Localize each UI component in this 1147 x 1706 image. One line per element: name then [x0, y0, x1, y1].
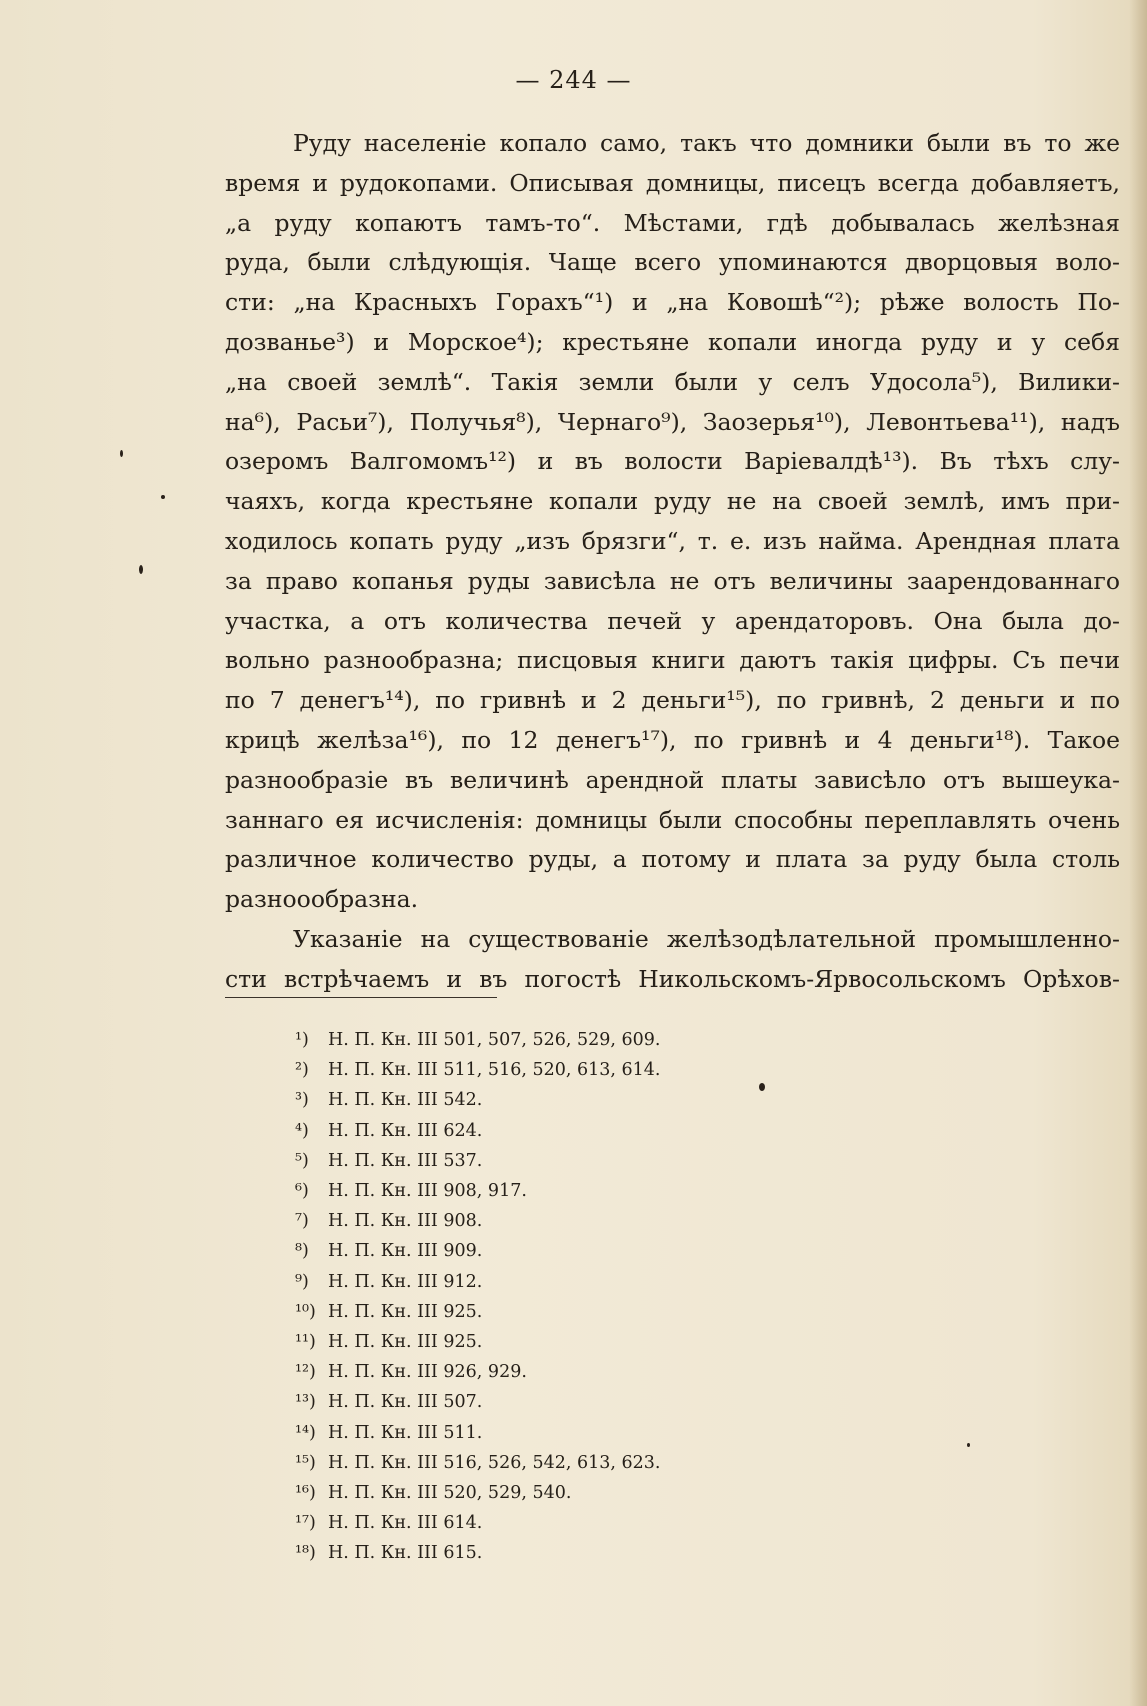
text-line: руда, были слѣдующія. Чаще всего упоминаются дворцовыя воло-: [225, 248, 1120, 277]
footnote-divider: [225, 997, 497, 998]
footnote-text: Н. П. Кн. III 520, 529, 540.: [328, 1483, 572, 1504]
scan-speck: [139, 565, 143, 574]
footnote: [295, 1085, 895, 1115]
scan-speck: [161, 495, 165, 499]
footnote-mark: ¹²): [295, 1362, 316, 1383]
text-line: сти встрѣчаемъ и въ погостѣ Никольскомъ-Ярвосольскомъ Орѣхов-: [225, 964, 1120, 993]
text-line: Руду населеніе копало само, такъ что домники были въ то же: [293, 129, 1120, 157]
main-text: [225, 124, 1120, 1000]
text-line: вольно разнообразна; писцовыя книги даютъ такія цифры. Съ печи: [225, 646, 1120, 675]
footnote-mark: ¹): [295, 1030, 309, 1050]
text-line: на⁶), Расьи⁷), Получья⁸), Чернаго⁹), Заозерья¹⁰), Левонтьева¹¹), надъ: [225, 407, 1120, 436]
footnote-mark: ¹⁴): [295, 1422, 316, 1443]
footnote-mark: ¹⁷): [295, 1513, 316, 1534]
footnote-text: Н. П. Кн. III 537.: [328, 1150, 483, 1171]
text-line: сти: „на Красныхъ Горахъ“¹) и „на Ковошѣ“²); рѣже волость По-: [225, 288, 1120, 317]
text-line: „на своей землѣ“. Такія земли были у селъ Удосола⁵), Вилики-: [225, 367, 1120, 396]
footnote-mark: ¹⁰): [295, 1301, 316, 1322]
footnote-mark: ¹³): [295, 1392, 316, 1413]
text-line: озеромъ Валгомомъ¹²) и въ волости Варіевалдѣ¹³). Въ тѣхъ слу-: [225, 447, 1120, 476]
footnote: [295, 1327, 895, 1357]
footnote-text: Н. П. Кн. III 507.: [328, 1392, 483, 1413]
footnote: [295, 1538, 895, 1568]
text-line: участка, а отъ количества печей у арендаторовъ. Она была до-: [225, 606, 1120, 635]
text-line: различное количество руды, а потому и плата за руду была столь: [225, 845, 1120, 874]
text-line: разнообразіе въ величинѣ арендной платы зависѣло отъ вышеука-: [225, 765, 1120, 794]
footnote-text: Н. П. Кн. III 624.: [328, 1120, 483, 1141]
footnote: [295, 1508, 895, 1538]
footnote-text: Н. П. Кн. III 912.: [328, 1271, 483, 1292]
scan-speck: [120, 450, 123, 457]
footnote: [295, 1116, 895, 1146]
footnote-text: Н. П. Кн. III 511.: [328, 1422, 483, 1443]
footnote: [295, 1146, 895, 1176]
footnote: [295, 1448, 895, 1478]
footnote-mark: ¹⁸): [295, 1543, 316, 1564]
footnote: [295, 1297, 895, 1327]
footnote-text: Н. П. Кн. III 925.: [328, 1301, 483, 1322]
footnote-mark: ³): [295, 1090, 309, 1111]
footnote-text: Н. П. Кн. III 909.: [328, 1241, 483, 1262]
text-line: ходилось копать руду „изъ брязги“, т. е. изъ найма. Арендная плата: [225, 526, 1120, 555]
footnote-text: Н. П. Кн. III 908, 917.: [328, 1181, 527, 1202]
page-number: — 244 —: [515, 66, 632, 94]
footnote-mark: ⁶): [295, 1181, 309, 1202]
footnote-text: Н. П. Кн. III 516, 526, 542, 613, 623.: [328, 1452, 661, 1473]
footnote-mark: ²): [295, 1060, 309, 1081]
footnote: [295, 1206, 895, 1236]
footnote-text: Н. П. Кн. III 614.: [328, 1513, 483, 1534]
scan-speck: [759, 1083, 765, 1091]
footnote-mark: ⁹): [295, 1271, 309, 1292]
footnote-mark: ⁴): [295, 1120, 309, 1141]
footnote: [295, 1055, 895, 1085]
page-edge-shadow: [1129, 0, 1147, 1706]
footnote-text: Н. П. Кн. III 511, 516, 520, 613, 614.: [328, 1060, 661, 1081]
footnote: [295, 1236, 895, 1266]
footnote: [295, 1418, 895, 1448]
footnote-mark: ⁷): [295, 1211, 309, 1232]
text-line: крицѣ желѣза¹⁶), по 12 денегъ¹⁷), по гривнѣ и 4 деньги¹⁸). Такое: [225, 725, 1120, 754]
footnotes: [295, 1025, 895, 1569]
text-line: разноообразна.: [225, 885, 419, 914]
footnote-mark: ¹¹): [295, 1332, 316, 1353]
text-line: время и рудокопами. Описывая домницы, писецъ всегда добавляетъ,: [225, 168, 1120, 197]
footnote-mark: ⁵): [295, 1150, 309, 1171]
footnote: [295, 1357, 895, 1387]
footnote: [295, 1478, 895, 1508]
text-line: „а руду копаютъ тамъ-то“. Мѣстами, гдѣ добывалась желѣзная: [225, 208, 1120, 237]
footnote-text: Н. П. Кн. III 542.: [328, 1090, 483, 1111]
text-line: по 7 денегъ¹⁴), по гривнѣ и 2 деньги¹⁵), по гривнѣ, 2 деньги и по: [225, 686, 1120, 715]
footnote-mark: ⁸): [295, 1241, 309, 1262]
footnote-text: Н. П. Кн. III 501, 507, 526, 529, 609.: [328, 1030, 661, 1050]
text-line: Указаніе на существованіе желѣзодѣлательной промышленно-: [293, 924, 1120, 953]
scan-speck: [967, 1443, 970, 1447]
footnote-mark: ¹⁵): [295, 1452, 316, 1473]
footnote-text: Н. П. Кн. III 908.: [328, 1211, 483, 1232]
footnote-text: Н. П. Кн. III 615.: [328, 1543, 483, 1564]
footnote: [295, 1387, 895, 1417]
footnote: [295, 1176, 895, 1206]
footnote: [295, 1267, 895, 1297]
footnote: [295, 1025, 895, 1055]
footnote-text: Н. П. Кн. III 926, 929.: [328, 1362, 527, 1383]
text-line: дозванье³) и Морское⁴); крестьяне копали иногда руду и у себя: [225, 327, 1120, 356]
footnote-mark: ¹⁶): [295, 1483, 316, 1504]
text-line: чаяхъ, когда крестьяне копали руду не на своей землѣ, имъ при-: [225, 487, 1120, 516]
text-line: за право копанья руды зависѣла не отъ величины заарендованнаго: [225, 566, 1120, 595]
footnote-text: Н. П. Кн. III 925.: [328, 1332, 483, 1353]
text-line: заннаго ея исчисленія: домницы были способны переплавлять очень: [225, 805, 1120, 834]
